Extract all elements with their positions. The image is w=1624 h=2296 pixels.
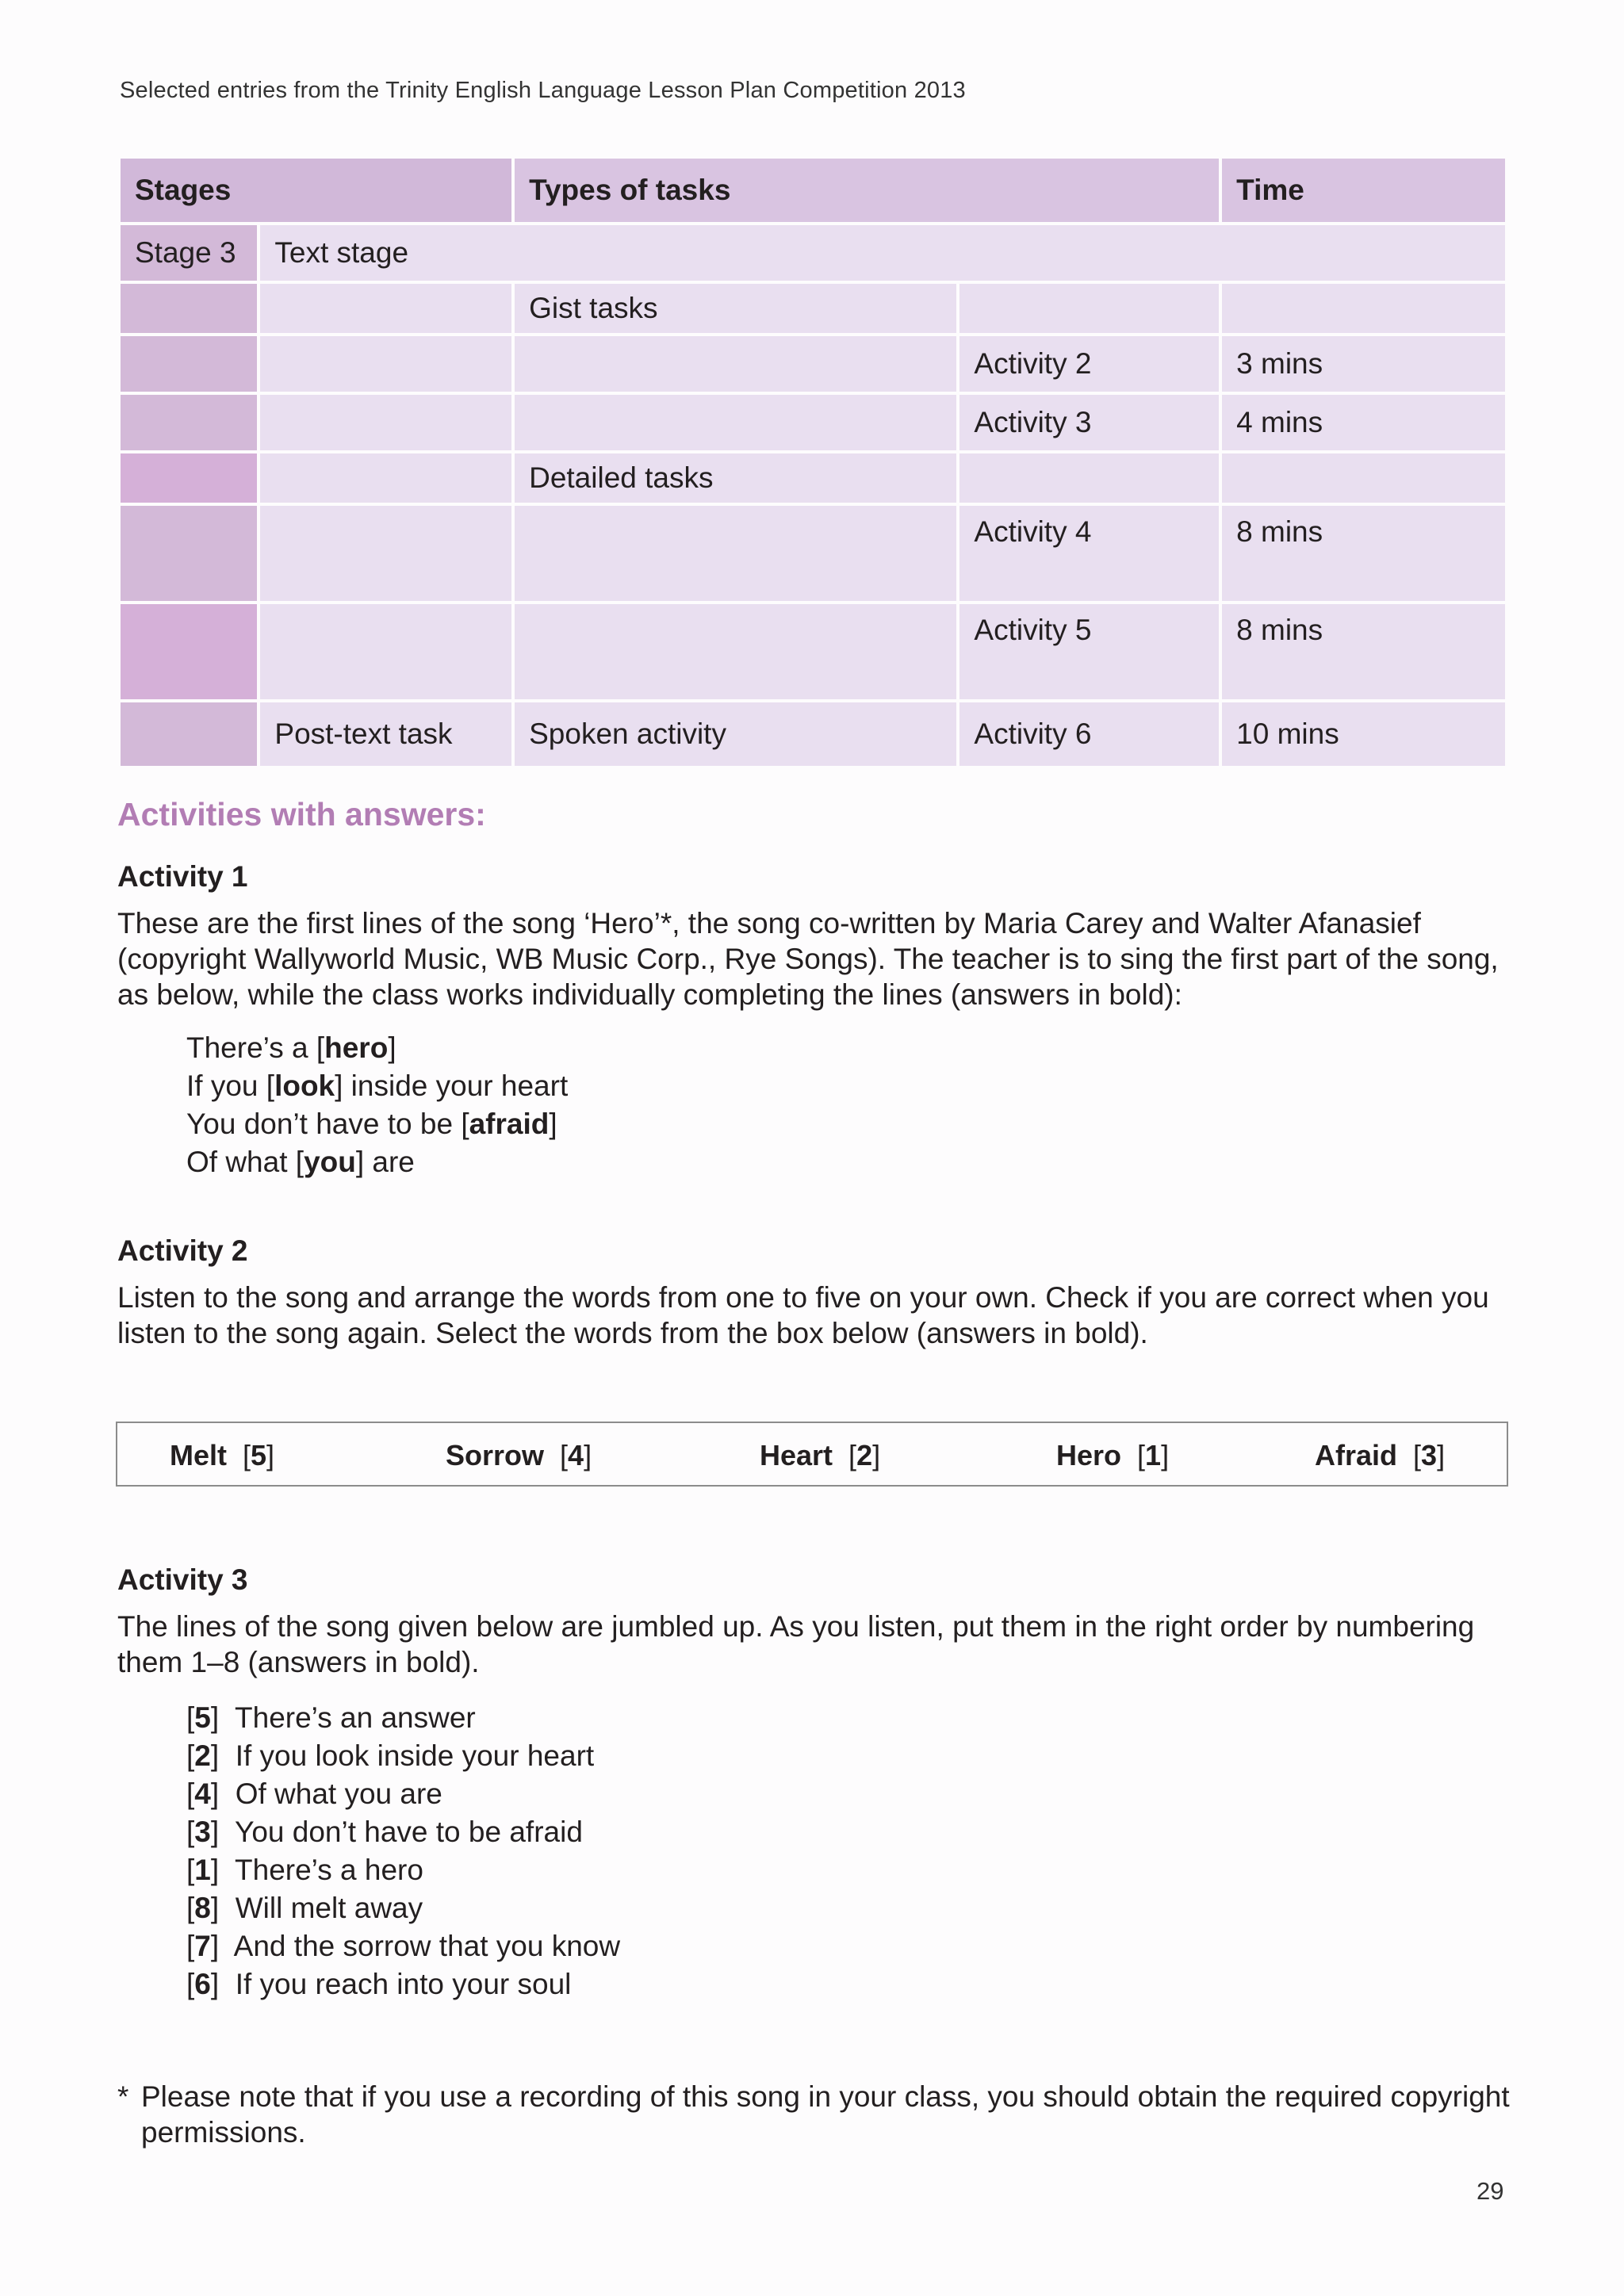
time-cell: 8 mins [1222,604,1505,699]
word-item: Hero [1] [1056,1439,1170,1471]
activity-3-text: The lines of the song given below are jumbled up. As you listen, put them in the right order by numbering them 1–8 (answers in bold). [117,1610,1475,1678]
time-cell: 3 mins [1222,336,1505,392]
word-item: Afraid [3] [1315,1439,1446,1471]
footnote-marker: * [117,2080,129,2113]
page-number: 29 [1477,2177,1504,2205]
numbered-line: [6] If you reach into your soul [186,1968,572,2000]
lesson-stages-table [117,155,1508,769]
header-stages: Stages [121,159,511,222]
word-box [116,1422,1508,1487]
running-header: Selected entries from the Trinity English Language Lesson Plan Competition 2013 [120,78,966,103]
numbered-line: [2] If you look inside your heart [186,1739,595,1772]
lyric-line: Of what [you] are [186,1146,415,1178]
numbered-line: [7] And the sorrow that you know [186,1930,621,1962]
activity-cell: Activity 3 [959,395,1219,450]
task-stage: Post-text task [260,702,511,766]
task-type: Detailed tasks [515,453,956,503]
header-time: Time [1222,159,1505,222]
time-cell: 10 mins [1222,702,1505,766]
lyric-line: You don’t have to be [afraid] [186,1108,557,1140]
activity-2-text: Listen to the song and arrange the words from one to five on your own. Check if you are correct when you listen to the song again. Select the words from the box below (answers in bold). [117,1281,1489,1349]
word-item: Melt [5] [170,1439,275,1471]
task-type: Spoken activity [515,702,956,766]
table-row [121,336,1505,392]
activity-1-text: These are the first lines of the song ‘Hero’*, the song co-written by Maria Carey and Walter Afanasief (copyright Wallyworld Music, WB Music Corp., Rye Songs). The teacher is to sing the first part of the song, as below, while the class works individually completing the lines (answers in bold): [117,907,1499,1011]
section-title: Activities with answers: [117,796,486,832]
lyric-line: If you [look] inside your heart [186,1070,569,1102]
task-type: Gist tasks [515,284,956,333]
activity-cell: Activity 5 [959,604,1219,699]
word-item: Heart [2] [760,1439,881,1471]
time-cell: 4 mins [1222,395,1505,450]
activity-1-lyrics [186,1029,568,1181]
table-row [121,225,1505,281]
header-types-of-tasks: Types of tasks [515,159,1219,222]
table-row [121,284,1505,333]
stage-label: Stage 3 [121,225,257,281]
activity-3-title: Activity 3 [117,1563,248,1596]
word-item: Sorrow [4] [446,1439,592,1471]
table-row [121,453,1505,503]
activity-3-lines [186,1699,620,2003]
stage-name: Text stage [260,225,1505,281]
numbered-line: [3] You don’t have to be afraid [186,1816,583,1848]
table-header-row [121,159,1505,222]
numbered-line: [8] Will melt away [186,1892,423,1924]
lyric-line: There’s a [hero] [186,1031,396,1064]
numbered-line: [1] There’s a hero [186,1854,423,1886]
numbered-line: [4] Of what you are [186,1777,442,1810]
activity-cell: Activity 4 [959,506,1219,601]
numbered-line: [5] There’s an answer [186,1701,476,1734]
activity-1-title: Activity 1 [117,860,248,893]
activity-2-title: Activity 2 [117,1234,248,1267]
table-row [121,604,1505,699]
table-row [121,702,1505,766]
footnote [117,2079,1513,2150]
activity-cell: Activity 2 [959,336,1219,392]
footnote-text: Please note that if you use a recording of this song in your class, you should obtain the required copyright permissions. [141,2080,1510,2149]
activity-cell: Activity 6 [959,702,1219,766]
table-row [121,506,1505,601]
table-row [121,395,1505,450]
time-cell: 8 mins [1222,506,1505,601]
